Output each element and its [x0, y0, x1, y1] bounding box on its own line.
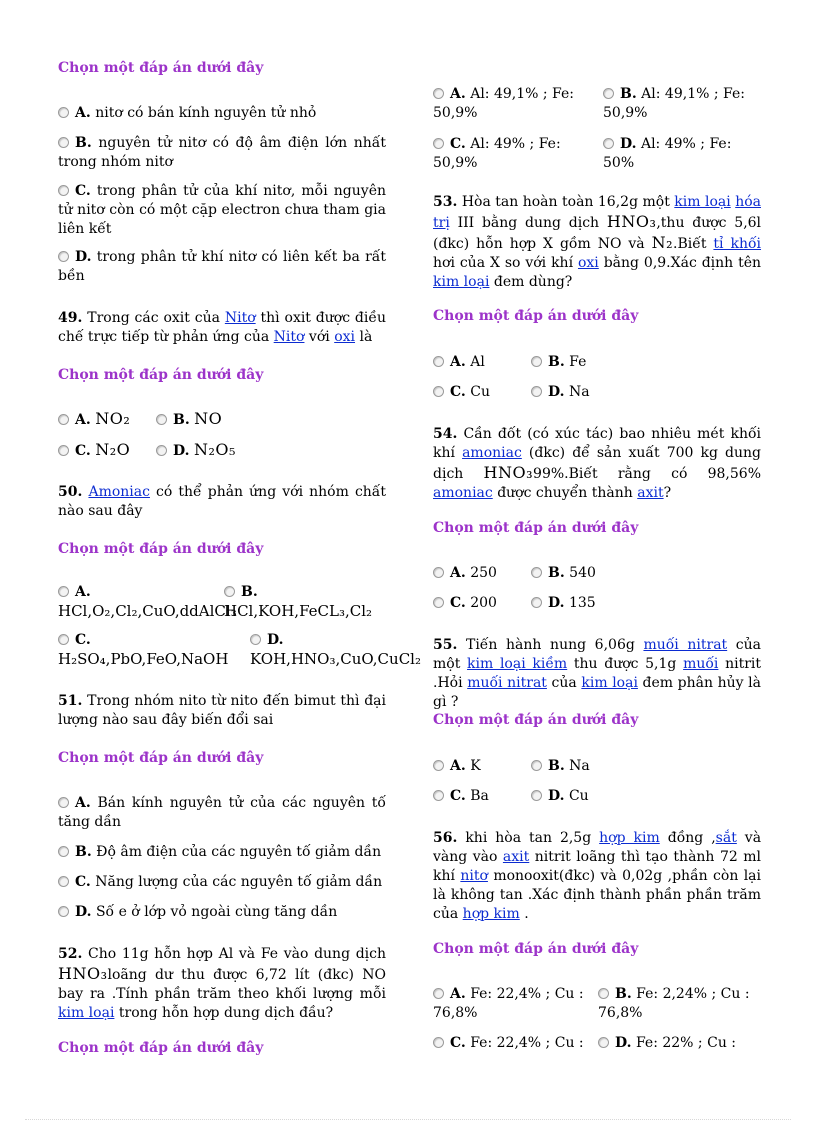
link-hop-kim[interactable]: hợp kim	[462, 906, 520, 922]
q52-option-a[interactable]: A. Al: 49,1% ; Fe: 50,9%	[433, 86, 574, 121]
answer-prompt: Chọn một đáp án dưới đây	[58, 367, 264, 383]
q48-option-b[interactable]: B. nguyên tử nitơ có độ âm điện lớn nhất trong nhóm nitơ	[58, 135, 387, 170]
radio-button[interactable]	[58, 251, 69, 262]
answer-prompt: Chọn một đáp án dưới đây	[433, 308, 639, 324]
radio-button[interactable]	[531, 567, 542, 578]
link-axit[interactable]: axit	[637, 485, 664, 501]
q50-option-c[interactable]: C. H₂SO₄,PbO,FeO,NaOH	[58, 632, 229, 668]
radio-button[interactable]	[433, 88, 444, 99]
link-axit[interactable]: axit	[502, 849, 530, 865]
question-55: 55. Tiến hành nung 6,06g muối nitrat của một kim loại kiềm thu được 5,1g muối nitrit .Hỏi muối nitrat của kim loại đem phân hủy là gì ?	[433, 637, 762, 710]
answer-prompt: Chọn một đáp án dưới đây	[433, 941, 639, 957]
link-amoniac[interactable]: Amoniac	[88, 484, 150, 500]
radio-button[interactable]	[433, 988, 444, 999]
question-56: 56. khi hòa tan 2,5g hợp kim đồng ,sắt và vàng vào axit nitrit loãng thì tạo thành 72 ml khí nitơ monooxit(đkc) và 0,02g ,phần còn lại là không tan .Xác định thành phần phần trăm của hợp kim .	[433, 830, 762, 922]
q48-option-a[interactable]: A. nitơ có bán kính nguyên tử nhỏ	[58, 104, 386, 123]
radio-button[interactable]	[58, 107, 69, 118]
question-51: 51. Trong nhóm nito từ nito đến bimut thì đại lượng nào sau đây biến đổi sai	[58, 693, 386, 728]
question-53: 53. Hòa tan hoàn toàn 16,2g một kim loại hóa trị III bằng dung dịch HNO₃,thu được 5,6l (đkc) hỗn hợp X gồm NO và N₂.Biết tỉ khối hơi của X so với khí oxi bằng 0,9.Xác định tên kim loại đem dùng?	[433, 194, 762, 290]
radio-button[interactable]	[603, 88, 614, 99]
q56-option-c[interactable]: C. Fe: 22,4% ; Cu :	[433, 1034, 598, 1053]
link-hoa-tri[interactable]: hóa trị	[433, 194, 761, 231]
radio-button[interactable]	[58, 846, 69, 857]
link-kim-loai-kiem[interactable]: kim loại kiềm	[467, 656, 568, 672]
radio-button[interactable]	[58, 634, 69, 645]
q54-option-a[interactable]: A. 250	[433, 564, 497, 583]
radio-button[interactable]	[531, 386, 542, 397]
q51-option-c[interactable]: C. Năng lượng của các nguyên tố giảm dần	[58, 873, 386, 892]
radio-button[interactable]	[156, 414, 167, 425]
link-hop-kim[interactable]: hợp kim	[599, 830, 660, 846]
q52-option-c[interactable]: C. Al: 49% ; Fe: 50,9%	[433, 136, 561, 171]
radio-button[interactable]	[531, 790, 542, 801]
radio-button[interactable]	[433, 138, 444, 149]
radio-button[interactable]	[433, 760, 444, 771]
q50-option-d[interactable]: D. KOH,HNO₃,CuO,CuCl₂	[250, 632, 421, 668]
radio-button[interactable]	[58, 137, 69, 148]
q55-option-a[interactable]: A. K	[433, 757, 481, 776]
link-kim-loai[interactable]: kim loại	[58, 1005, 115, 1021]
answer-prompt: Chọn một đáp án dưới đây	[58, 750, 264, 766]
radio-button[interactable]	[433, 386, 444, 397]
q54-option-d[interactable]: D. 135	[531, 594, 596, 613]
link-kim-loai[interactable]: kim loại	[674, 194, 731, 210]
link-muoi[interactable]: muối	[683, 656, 719, 672]
link-kim-loai[interactable]: kim loại	[433, 274, 490, 290]
link-oxi[interactable]: oxi	[334, 329, 356, 345]
question-52: 52. Cho 11g hỗn hợp Al và Fe vào dung dịch HNO₃loãng dư thu được 6,72 lít (đkc) NO bay ra .Tính phần trăm theo khối lượng mỗi kim loại trong hỗn hợp dung dịch đầu?	[58, 946, 386, 1021]
q51-option-d[interactable]: D. Số e ở lớp vỏ ngoài cùng tăng dần	[58, 903, 386, 922]
radio-button[interactable]	[531, 356, 542, 367]
link-nito[interactable]: Nitơ	[224, 310, 256, 326]
q56-option-a[interactable]: A. Fe: 22,4% ; Cu : 76,8%	[433, 986, 584, 1021]
answer-prompt: Chọn một đáp án dưới đây	[433, 712, 639, 728]
radio-button[interactable]	[598, 1037, 609, 1048]
page-bottom-divider	[25, 1119, 791, 1120]
answer-prompt: Chọn một đáp án dưới đây	[58, 541, 264, 557]
radio-button[interactable]	[224, 586, 235, 597]
radio-button[interactable]	[58, 906, 69, 917]
question-50: 50. Amoniac có thể phản ứng với nhóm chất nào sau đây	[58, 484, 387, 519]
radio-button[interactable]	[156, 445, 167, 456]
radio-button[interactable]	[58, 414, 69, 425]
radio-button[interactable]	[433, 597, 444, 608]
radio-button[interactable]	[603, 138, 614, 149]
answer-prompt: Chọn một đáp án dưới đây	[433, 520, 639, 536]
question-49: 49. Trong các oxit của Nitơ thì oxit được điều chế trực tiếp từ phản ứng của Nitơ với oxi là	[58, 310, 387, 345]
radio-button[interactable]	[433, 790, 444, 801]
q53-option-a[interactable]: A. Al	[433, 353, 485, 372]
radio-button[interactable]	[598, 988, 609, 999]
radio-button[interactable]	[58, 445, 69, 456]
q56-option-d[interactable]: D. Fe: 22% ; Cu :	[598, 1034, 761, 1053]
q55-option-c[interactable]: C. Ba	[433, 787, 489, 806]
link-ti-khoi[interactable]: tỉ khối	[713, 236, 762, 252]
q51-option-b[interactable]: B. Độ âm điện của các nguyên tố giảm dần	[58, 843, 386, 862]
radio-button[interactable]	[58, 586, 69, 597]
answer-prompt: Chọn một đáp án dưới đây	[58, 60, 264, 76]
q53-option-c[interactable]: C. Cu	[433, 383, 490, 402]
q55-option-b[interactable]: B. Na	[531, 757, 590, 776]
radio-button[interactable]	[58, 876, 69, 887]
q54-option-b[interactable]: B. 540	[531, 564, 596, 583]
q54-option-c[interactable]: C. 200	[433, 594, 497, 613]
link-muoi-nitrat[interactable]: muối nitrat	[467, 675, 547, 691]
q49-option-a[interactable]: A. NO₂	[58, 409, 130, 430]
answer-prompt: Chọn một đáp án dưới đây	[58, 1040, 264, 1056]
q55-option-d[interactable]: D. Cu	[531, 787, 589, 806]
q56-option-b[interactable]: B. Fe: 2,24% ; Cu : 76,8%	[598, 986, 750, 1021]
link-nito[interactable]: nitơ	[460, 868, 488, 884]
q51-option-a[interactable]: A. Bán kính nguyên tử của các nguyên tố tăng dần	[58, 795, 386, 830]
q49-option-d[interactable]: D. N₂O₅	[156, 440, 236, 461]
radio-button[interactable]	[58, 797, 69, 808]
q49-option-b[interactable]: B. NO	[156, 409, 222, 430]
q52-option-d[interactable]: D. Al: 49% ; Fe: 50%	[603, 136, 732, 171]
radio-button[interactable]	[531, 597, 542, 608]
link-oxi[interactable]: oxi	[577, 255, 599, 271]
link-nito[interactable]: Nitơ	[273, 329, 305, 345]
q53-option-b[interactable]: B. Fe	[531, 353, 586, 372]
q49-option-c[interactable]: C. N₂O	[58, 440, 130, 461]
link-amoniac[interactable]: amoniac	[462, 445, 522, 461]
radio-button[interactable]	[433, 1037, 444, 1048]
q48-option-c[interactable]: C. trong phân tử của khí nitơ, mỗi nguyên tử nitơ còn có một cặp electron chưa tham gia liên kết	[58, 183, 386, 237]
radio-button[interactable]	[250, 634, 261, 645]
link-amoniac[interactable]: amoniac	[433, 485, 493, 501]
radio-button[interactable]	[433, 567, 444, 578]
q52-option-b[interactable]: B. Al: 49,1% ; Fe: 50,9%	[603, 86, 745, 121]
q50-option-a[interactable]: A. HCl,O₂,Cl₂,CuO,ddAlCl₃	[58, 584, 237, 620]
link-sat[interactable]: sắt	[715, 830, 737, 846]
radio-button[interactable]	[531, 760, 542, 771]
question-54: 54. Cần đốt (có xúc tác) bao nhiêu mét khối khí amoniac (đkc) để sản xuất 700 kg dung dịch HNO₃99%.Biết rằng có 98,56% amoniac được chuyển thành axit?	[433, 426, 762, 501]
link-muoi-nitrat[interactable]: muối nitrat	[643, 637, 728, 653]
q50-option-b[interactable]: B. HCl,KOH,FeCL₃,Cl₂	[224, 584, 373, 620]
link-kim-loai[interactable]: kim loại	[581, 675, 638, 691]
q53-option-d[interactable]: D. Na	[531, 383, 590, 402]
radio-button[interactable]	[58, 185, 69, 196]
radio-button[interactable]	[433, 356, 444, 367]
q48-option-d[interactable]: D. trong phân tử khí nitơ có liên kết ba rất bền	[58, 249, 386, 284]
